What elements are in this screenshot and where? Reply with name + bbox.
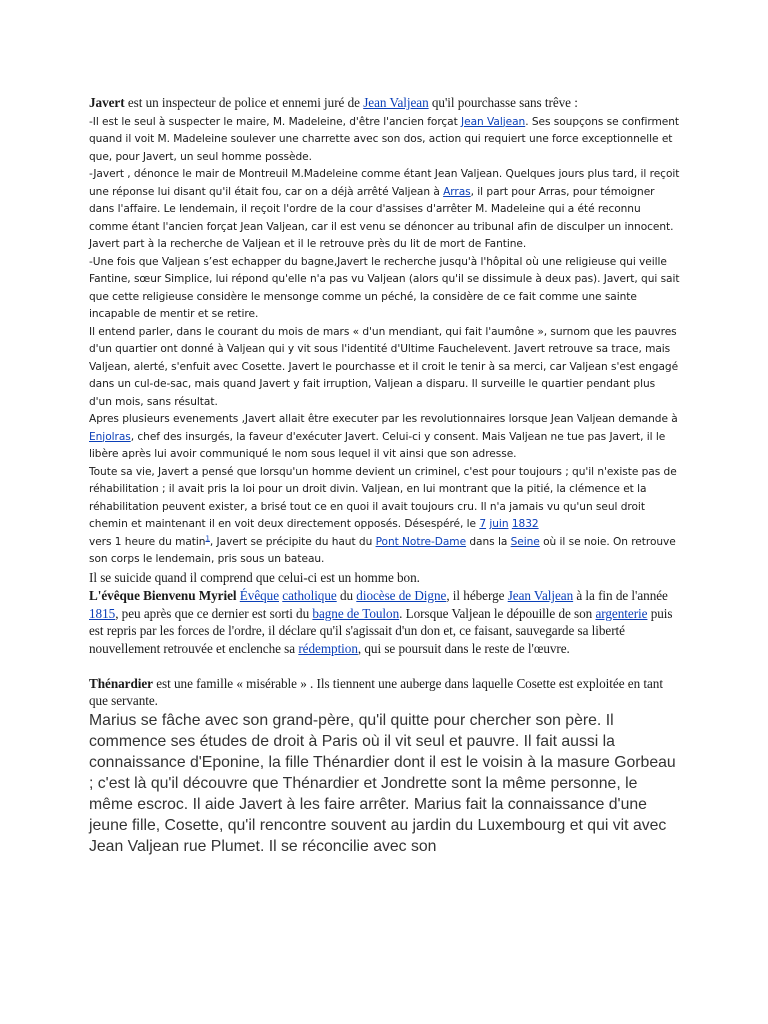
link-eveque[interactable]: Évêque [239, 588, 280, 604]
link-diocese-de-digne[interactable]: diocèse de Digne [356, 588, 447, 604]
javert-intro-paragraph [89, 94, 681, 112]
link-jean-valjean[interactable]: Jean Valjean [461, 115, 526, 128]
text-run: à la fin de l'année [573, 588, 668, 604]
link-arras[interactable]: Arras [443, 185, 471, 198]
text-run: vers 1 heure du matin [89, 535, 206, 548]
text-run: puis est repris par les forces de l'ordre, il déclare qu'il s'agissait d'un don et, ce faisant, sauvegarde sa liberté nouvellement retrouvée et enclenche sa [89, 605, 673, 656]
text-run: , chef des insurgés, la faveur d'exécuter Javert. Celui-ci y consent. Mais Valjean ne tue pas Javert, il le libère après lui avoir communiqué le nom sous lequel il vit ainsi que son adresse. [89, 430, 666, 461]
paragraph-enjolras [89, 411, 681, 464]
text-run: Toute sa vie, Javert a pensé que lorsqu'un homme devient un criminel, c'est pour toujours ; qu'il n'existe pas de réhabilitation ; il avait pris la loi pour un droit divin. Valjean, en lui montrant que la pitié, la clémence et la réhabilitation peuvent exister, a brisé tout ce en quoi il avait toujours cru. Il n'a jamais vu qu'un seul droit chemin et maintenant il en voit deux directement opposés. Désespéré, le [89, 465, 677, 531]
javert-name: Javert [89, 95, 125, 110]
link-catholique[interactable]: catholique [282, 588, 337, 604]
link-year-1815[interactable]: 1815 [89, 605, 116, 621]
link-seine[interactable]: Seine [510, 535, 540, 548]
text-run: est un inspecteur de police et ennemi juré de [124, 95, 364, 110]
text-run: . Lorsque Valjean le dépouille de son [399, 605, 596, 621]
paragraph-bienvenu [89, 587, 681, 657]
paragraph-suspect [89, 114, 681, 167]
text-run: . Ses soupçons se confirment quand il voit M. Madeleine soulever une charrette avec son dos, action qui requiert une force exceptionnelle et que, pour Javert, un seul homme possède. [89, 115, 679, 163]
link-pont-notre-dame[interactable]: Pont Notre-Dame [375, 535, 467, 548]
paragraph-denounce [89, 166, 681, 254]
link-date-day[interactable]: 7 [479, 518, 487, 531]
text-run: du [336, 588, 357, 604]
text-run: -Javert , dénonce le mair de Montreuil M.Madeleine comme étant Jean Valjean. Quelques jours plus tard, il reçoit une réponse lui disant qu'il était fou, car on a déjà arrêté Valjean à [89, 168, 680, 198]
paragraph-hospital: -Une fois que Valjean s’est echapper du bagne,Javert le recherche jusqu'à l'hôpital où une religieuse qui veille Fantine, sœur Simplice, lui répond qu'elle n'a pas vu Valjean (alors qu'il se dissimule à deux pas). Javert, qui sait que cette religieuse considère le mensonge comme un péché, la considère de ce fait comme une sainte incapable de mentir et se retire. [89, 255, 680, 321]
paragraph-homme-bon: Il se suicide quand il comprend que celui-ci est un homme bon. [89, 569, 420, 585]
paragraph-marius: Marius se fâche avec son grand-père, qu'il quitte pour chercher son père. Il commence ses études de droit à Paris où il vit seul et pauvre. Il fait aussi la connaissance d'Eponine, la fille Thénardier dont il est le voisin à la masure Gorbeau ; c'est là qu'il découvre que Thénardier et Jondrette sont la même personne, le même escroc. Il aide Javert à les faire arrêter. Marius fait la connaissance d'une jeune fille, Cosette, qu'il rencontre souvent au jardin du Luxembourg et qui vit avec Jean Valjean rue Plumet. Il se réconcilie avec son [89, 711, 676, 855]
paragraph-mendiant: Il entend parler, dans le courant du mois de mars « d'un mendiant, qui fait l'aumône », surnom que les pauvres d'un quartier ont donné à Valjean qui y vit sous l'identité d'Ultime Fauchelevent. Javert retrouve sa trace, mais Valjean, alerté, s'enfuit avec Cosette. Javert le pourchasse et il croit le tenir à sa merci, car Valjean s'est engagé dans un cul-de-sac, mais quand Javert y fait irruption, Valjean a disparu. Il surveille le quartier pendant plus d'un mois, sans résultat. [89, 325, 679, 408]
text-run: qu'il pourchasse sans trêve : [428, 95, 578, 110]
text-run: -Il est le seul à suspecter le maire, M. Madeleine, d'être l'ancien forçat [89, 115, 462, 128]
link-enjolras[interactable]: Enjolras [89, 430, 131, 443]
text-run: , qui se poursuit dans le reste de l'œuvre. [357, 640, 570, 656]
link-date-month[interactable]: juin [489, 518, 509, 531]
text-run: , Javert se précipite du haut du [209, 535, 376, 548]
text-run: est une famille « misérable » . Ils tiennent une auberge dans laquelle Cosette est exploitée en tant que servante. [89, 675, 663, 709]
link-argenterie[interactable]: argenterie [595, 605, 648, 621]
link-bagne-de-toulon[interactable]: bagne de Toulon [312, 605, 400, 621]
link-redemption[interactable]: rédemption [298, 640, 358, 656]
link-date-year[interactable]: 1832 [511, 518, 539, 531]
text-run: Apres plusieurs evenements ,Javert allait être executer par les revolutionnaires lorsque Jean Valjean demande à [89, 413, 678, 426]
link-jean-valjean[interactable]: Jean Valjean [507, 588, 574, 604]
bienvenu-name: L'évêque Bienvenu Myriel [89, 588, 237, 604]
text-run: où il se noie. On retrouve son corps le lendemain, pris sous un bateau. [89, 535, 676, 566]
paragraph-thenardier [89, 675, 681, 710]
text-run: , il héberge [446, 588, 508, 604]
footnote-link[interactable]: 1 [205, 534, 210, 543]
text-run: , il part pour Arras, pour témoigner dans l'affaire. Le lendemain, il reçoit l'ordre de la cour d'assises d'arrêter M. Madeleine qui a été reconnu comme étant l'ancien forçat Jean Valjean, car il est venu se dénoncer au tribunal afin de disculper un innocent. Javert part à la recherche de Valjean et il le retrouve près du lit de mort de Fantine. [89, 185, 674, 251]
thenardier-name: Thénardier [89, 675, 153, 691]
link-jean-valjean[interactable]: Jean Valjean [363, 95, 429, 110]
paragraph-suicide [89, 464, 681, 569]
text-run: dans la [466, 535, 511, 548]
text-run: , peu après que ce dernier est sorti du [115, 605, 313, 621]
document-page [89, 94, 681, 857]
